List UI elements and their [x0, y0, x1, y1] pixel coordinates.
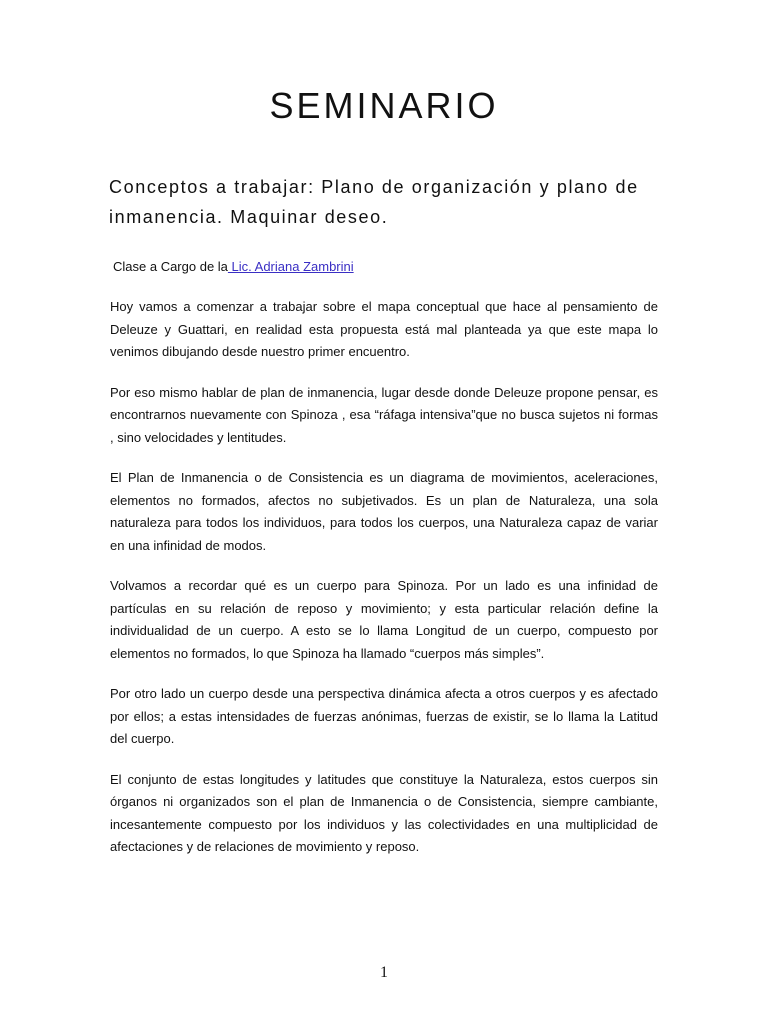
paragraph-6: El conjunto de estas longitudes y latitudes que constituye la Naturaleza, estos cuerpos sin órganos ni organizados son el plan de Inmanencia o de Consistencia, siempre cambiante, incesantemente compuesto por los individuos y las colectividades en una multiplicidad de afectaciones y de relaciones de movimiento y reposo. [110, 771, 658, 854]
page-number: 1 [380, 964, 388, 981]
paragraph-5: Por otro lado un cuerpo desde una perspectiva dinámica afecta a otros cuerpos y es afectado por ellos; a estas intensidades de fuerzas anónimas, fuerzas de existir, se lo llama la Latitud del cuerpo. [110, 686, 658, 746]
paragraph-3: El Plan de Inmanencia o de Consistencia es un diagrama de movimientos, aceleraciones, elementos no formados, afectos no subjetivados. Es un plan de Naturaleza, una sola naturaleza para todos los individuos, para todos los cuerpos, una Naturaleza capaz de variar en una infinidad de modos. [110, 470, 658, 553]
paragraph-2: Por eso mismo hablar de plan de inmanencia, lugar desde donde Deleuze propone pensar, es encontrarnos nuevamente con Spinoza , esa “ráfaga intensiva”que no busca sujetos ni formas , sino velocidades y lentitudes. [110, 384, 658, 445]
paragraph-4: Volvamos a recordar qué es un cuerpo para Spinoza. Por un lado es una infinidad de partículas en su relación de reposo y movimiento; y esta particular relación define la individualidad de un cuerpo. A esto se lo llama Longitud de un cuerpo, compuesto por elementos no formados, lo que Spinoza ha llamado “cuerpos más simples”. [110, 578, 658, 661]
byline-prefix: Clase a Cargo de la [113, 259, 228, 274]
body-text [110, 296, 658, 877]
author-link[interactable]: Lic. Adriana Zambrini [227, 259, 354, 274]
paragraph-1: Hoy vamos a comenzar a trabajar sobre el mapa conceptual que hace al pensamiento de Deleuze y Guattari, en realidad esta propuesta está mal planteada ya que este mapa lo venimos dibujando desde nuestro primer encuentro. [110, 299, 658, 359]
document-title: SEMINARIO [269, 85, 499, 126]
byline [113, 258, 354, 276]
document-subtitle: Conceptos a trabajar: Plano de organización y plano de inmanencia. Maquinar deseo. [109, 177, 639, 227]
